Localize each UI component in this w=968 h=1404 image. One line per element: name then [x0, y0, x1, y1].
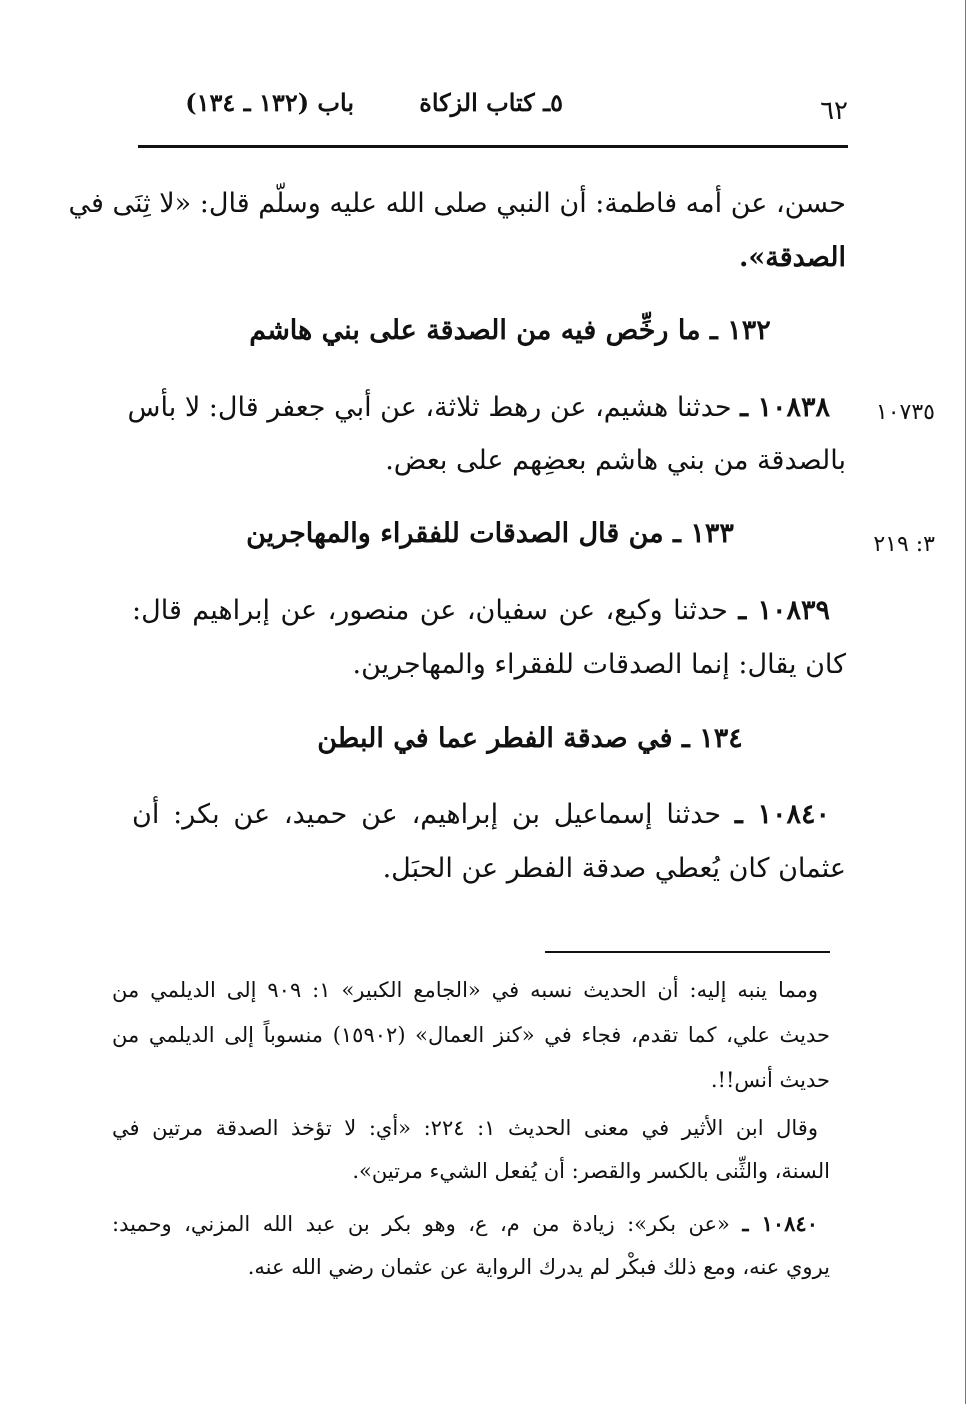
hadith-text: حدثنا هشيم، عن رهط ثلاثة، عن أبي جعفر قال: لا بأس — [127, 392, 732, 423]
chapter-range: باب (١٣٢ ـ ١٣٤) — [185, 88, 354, 117]
footnote-2-line-2: السنة، والثِّنى بالكسر والقصر: أن يُفعل الشيء مرتين». — [352, 1159, 830, 1183]
hadith-10838-line-1 — [127, 388, 830, 428]
hadith-number: ١٠٨٤٠ ـ — [734, 799, 831, 830]
section-133-heading: ١٣٣ ـ من قال الصدقات للفقراء والمهاجرين — [246, 518, 734, 549]
page-number: ٦٢ — [820, 96, 848, 126]
scan-edge-line — [965, 0, 966, 1404]
section-132-heading: ١٣٢ ـ ما رخِّص فيه من الصدقة على بني هاشم — [249, 315, 771, 346]
hadith-10838-line-2: بالصدقة من بني هاشم بعضِهم على بعض. — [385, 445, 846, 476]
footnote-1-line-3: حديث أنس!!. — [710, 1068, 830, 1092]
footnote-3-line-2: يروي عنه، ومع ذلك فبكْر لم يدرك الرواية عن عثمان رضي الله عنه. — [247, 1255, 830, 1279]
footnote-1-line-2: حديث علي، كما تقدم، فجاء في «كنز العمال» (١٥٩٠٢) منسوباً إلى الديلمي من — [112, 1023, 830, 1047]
hadith-10840-line-1 — [132, 795, 830, 835]
hadith-number: ١٠٨٣٩ ـ — [738, 595, 830, 626]
intro-line-2: الصدقة». — [739, 242, 846, 273]
hadith-number: ١٠٨٣٨ ـ — [740, 392, 830, 423]
hadith-10840-line-2: عثمان كان يُعطي صدقة الفطر عن الحبَل. — [382, 853, 846, 884]
hadith-text: حدثنا وكيع، عن سفيان، عن منصور، عن إبراهيم قال: — [132, 595, 728, 626]
footnote-rule — [545, 951, 830, 953]
footnote-1-line-1: ومما ينبه إليه: أن الحديث نسبه في «الجامع الكبير» ١: ٩٠٩ إلى الديلمي من — [112, 978, 818, 1002]
footnote-2-line-1: وقال ابن الأثير في معنى الحديث ١: ٢٢٤: «أي: لا تؤخذ الصدقة مرتين في — [112, 1116, 818, 1140]
hadith-10839-line-2: كان يقال: إنما الصدقات للفقراء والمهاجرين. — [352, 649, 846, 680]
hadith-text: حدثنا إسماعيل بن إبراهيم، عن حميد، عن بكر: أن — [132, 799, 722, 830]
book-title: ٥ـ كتاب الزكاة — [419, 88, 563, 117]
hadith-10839-line-1 — [132, 591, 830, 631]
margin-ref-3-219: ٣: ٢١٩ — [873, 532, 935, 557]
footnote-3-line-1 — [112, 1208, 818, 1240]
intro-line-1: حسن، عن أمه فاطمة: أن النبي صلى الله عليه وسلّم قال: «لا ثِنَى في — [68, 188, 846, 219]
section-134-heading: ١٣٤ ـ في صدقة الفطر عما في البطن — [317, 723, 743, 754]
footnote-hadith-number: ١٠٨٤٠ ـ — [742, 1211, 818, 1236]
header-rule — [138, 145, 848, 148]
footnote-3-text: «عن بكر»: زيادة من م، ع، وهو بكر بن عبد الله المزني، وحميد: — [112, 1212, 730, 1236]
margin-ref-10735: ١٠٧٣٥ — [875, 400, 935, 425]
